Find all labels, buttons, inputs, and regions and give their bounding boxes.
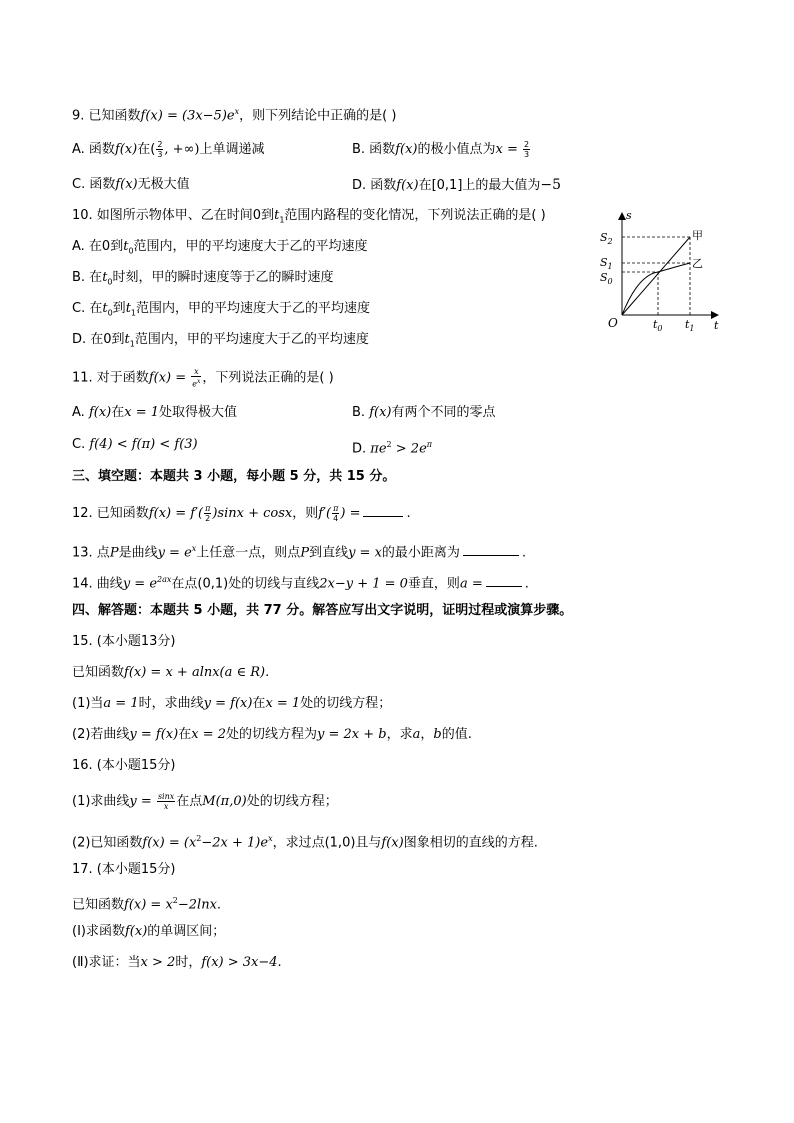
s1-label: $S_1$ <box>600 256 613 271</box>
q11-option-a: A. f(x)在x = 1处取得极大值 <box>72 405 238 420</box>
yi-curve <box>622 263 690 315</box>
q11-stem: 11. 对于函数f(x) = $\frac{x}{e^x}$ ，下列说法正确的是( ) <box>72 367 334 389</box>
q11-option-d: D. $\pi e^2 > 2e^\pi$ <box>352 440 433 457</box>
q10-option-d: D. 在0到$t_1$范围内，甲的平均速度大于乙的平均速度 <box>72 332 369 349</box>
q13-answer-blank <box>463 543 519 556</box>
q16-part-2: (2)已知函数$f(x) = (x^2-2x + 1)e^x$，求过点(1,0)且与f(x)图象相切的直线的方程. <box>72 834 538 851</box>
q12-stem: 12. 已知函数f(x) = f′( $\frac{\pi}{2}$ )sinx + cosx，则f′( $\frac{\pi}{4}$ ) = . <box>72 504 411 523</box>
section-3-heading: 三、填空题：本题共 3 小题，每小题 5 分，共 15 分。 <box>72 469 396 484</box>
q16-part-1: (1)求曲线y = $\frac{\sin x}{x}$ 在点M(π,0)处的切线方程； <box>72 792 338 811</box>
q17-part-1: (Ⅰ)求函数f(x)的单调区间； <box>72 924 226 939</box>
q9-option-b: B. 函数f(x)的极小值点为x = $\frac{2}{3}$ <box>352 140 530 159</box>
t-axis-label: t <box>714 319 719 332</box>
s-axis-label: s <box>626 209 632 222</box>
t1-label: $t_1$ <box>685 318 695 333</box>
q9-option-c: C. 函数f(x)无极大值 <box>72 177 190 192</box>
q16-title: 16. (本小题15分) <box>72 758 176 773</box>
distance-time-graph <box>590 205 730 335</box>
q15-part-2: (2)若曲线y = f(x)在x = 2处的切线方程为y = 2x + b，求a，b的值. <box>72 727 472 742</box>
q10-option-c: C. 在$t_0$到$t_1$范围内，甲的平均速度大于乙的平均速度 <box>72 301 371 318</box>
q15-title: 15. (本小题13分) <box>72 634 176 649</box>
q12-answer-blank <box>363 504 403 517</box>
jia-label: 甲 <box>692 229 703 242</box>
q14-answer-blank <box>486 574 522 587</box>
q11-option-c: C. f(4) < f(π) < f(3) <box>72 437 198 452</box>
q9-option-a: A. 函数f(x)在( $\frac{2}{3}$ , +∞)上单调递减 <box>72 140 265 159</box>
origin-label: O <box>608 316 618 330</box>
section-4-heading: 四、解答题：本题共 5 小题，共 77 分。解答应写出文字说明，证明过程或演算步骤。 <box>72 603 573 618</box>
q15-given: 已知函数f(x) = x + alnx(a ∈ R). <box>72 665 270 680</box>
q15-part-1: (1)当a = 1时，求曲线y = f(x)在x = 1处的切线方程； <box>72 696 392 711</box>
q9-option-d: D. 函数f(x)在[0,1]上的最大值为−5 <box>352 177 562 193</box>
q17-given: 已知函数$f(x) = x^2-2\ln x$. <box>72 896 222 913</box>
q10-stem: 10. 如图所示物体甲、乙在时间0到$t_1$范围内路程的变化情况，下列说法正确的是( ) <box>72 208 546 225</box>
q13-stem: 13. 点P是曲线$y = e^x$上任意一点，则点P到直线y = x的最小距离为 . <box>72 544 527 561</box>
q17-part-2: (Ⅱ)求证：当x > 2时，f(x) > 3x−4. <box>72 955 282 970</box>
yi-label: 乙 <box>692 257 703 270</box>
q14-stem: 14. 曲线$y = e^{2ax}$在点(0,1)处的切线与直线2x−y + 1 = 0垂直，则a = . <box>72 575 529 592</box>
t0-label: $t_0$ <box>653 318 663 333</box>
s0-label: $S_0$ <box>600 271 613 286</box>
s2-label: $S_2$ <box>600 231 613 246</box>
q9-stem: 9. 已知函数$f(x) = (3x-5)e^x$，则下列结论中正确的是( ) <box>72 107 397 124</box>
q17-title: 17. (本小题15分) <box>72 862 176 877</box>
q11-option-b: B. f(x)有两个不同的零点 <box>352 405 496 420</box>
q10-option-a: A. 在0到$t_0$范围内，甲的平均速度大于乙的平均速度 <box>72 239 368 256</box>
q10-option-b: B. 在$t_0$时刻，甲的瞬时速度等于乙的瞬时速度 <box>72 270 334 287</box>
jia-line <box>622 237 690 315</box>
